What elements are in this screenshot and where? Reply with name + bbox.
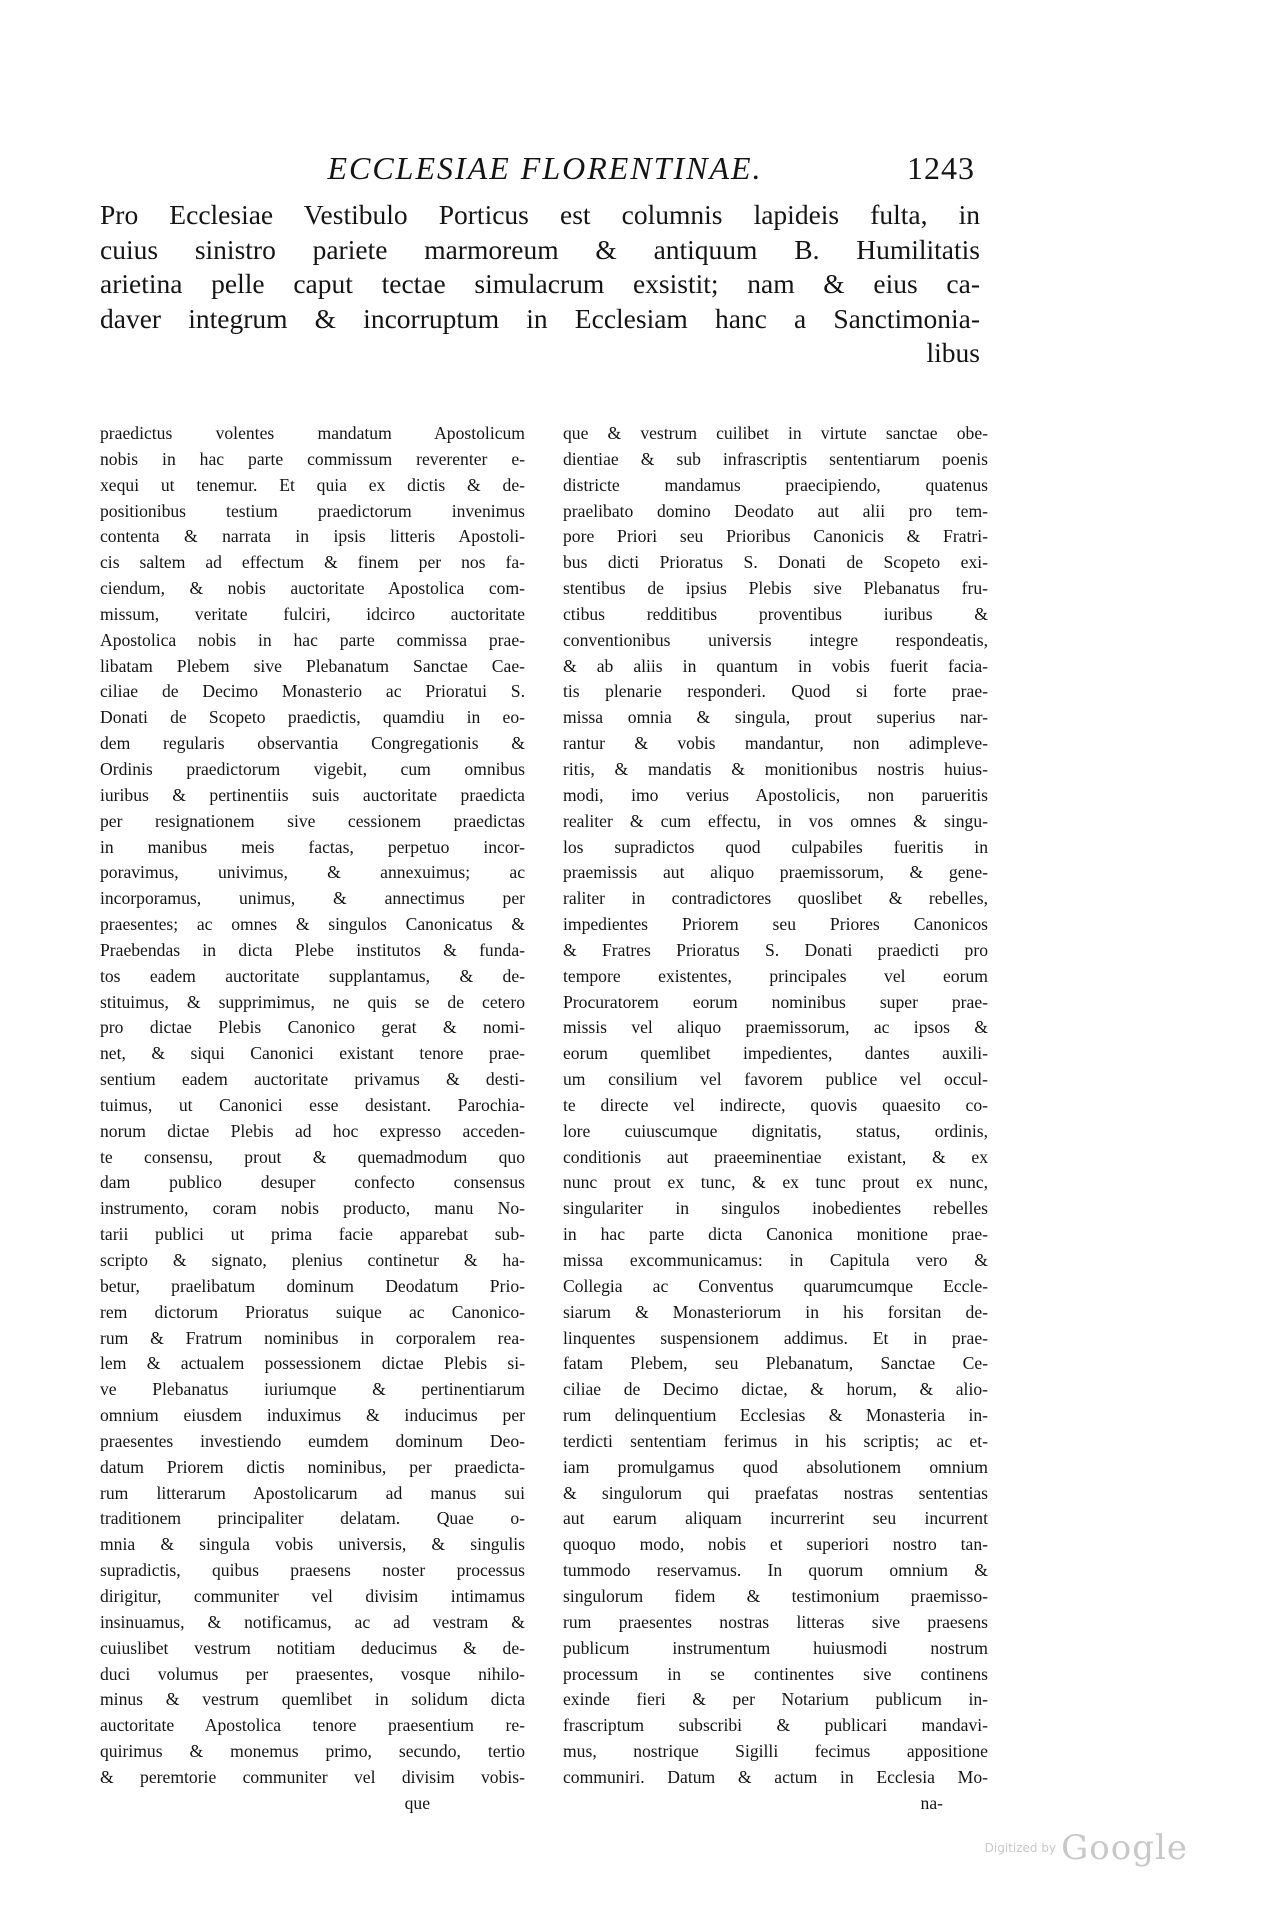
right-column-line: dientiae & sub infrascriptis sententiarum poenis — [563, 448, 988, 469]
intro-line: Pro Ecclesiae Vestibulo Porticus est columnis lapideis fulta, in — [100, 199, 980, 230]
right-column-line: linquentes suspensionem addimus. Et in prae- — [563, 1327, 988, 1348]
right-column-line: stentibus de ipsius Plebis sive Plebanatus fru- — [563, 578, 988, 599]
left-column-line: traditionem principaliter delatam. Quae o- — [100, 1508, 525, 1529]
left-column — [100, 421, 525, 1817]
right-column-line: conventionibus universis integre respondeatis, — [563, 629, 988, 650]
right-column-line: bus dicti Prioratus S. Donati de Scopeto exi- — [563, 552, 988, 573]
left-column-line: tuimus, ut Canonici esse desistant. Parochia- — [100, 1094, 525, 1115]
left-column-line: dem regularis observantia Congregationis & — [100, 733, 525, 754]
left-column-line: poravimus, univimus, & annexuimus; ac — [100, 862, 525, 883]
right-column-line: eorum quemlibet impedientes, dantes auxili- — [563, 1043, 988, 1064]
left-column-line: datum Priorem dictis nominibus, per praedicta- — [100, 1456, 525, 1477]
right-column-line: rantur & vobis mandantur, non adimpleve- — [563, 733, 988, 754]
left-column-line: Donati de Scopeto praedictis, quamdiu in eo- — [100, 707, 525, 728]
right-column-line: missa excommunicamus: in Capitula vero & — [563, 1250, 988, 1270]
right-column-line: mus, nostrique Sigilli fecimus appositione — [563, 1741, 988, 1762]
right-column-line: lore cuiuscumque dignitatis, status, ordinis, — [563, 1120, 988, 1141]
right-column-line: in hac parte dicta Canonica monitione prae- — [563, 1224, 988, 1245]
left-column-line: scripto & signato, plenius continetur & ha- — [100, 1250, 525, 1270]
right-column-line: los supradictos quod culpabiles fueritis in — [563, 836, 988, 857]
left-column-line: ciliae de Decimo Monasterio ac Prioratui S. — [100, 681, 525, 702]
left-column-line: minus & vestrum quemlibet in solidum dicta — [100, 1689, 525, 1710]
page-number: 1243 — [907, 150, 975, 186]
left-column-line: per resignationem sive cessionem praedictas — [100, 810, 525, 831]
left-column-line: positionibus testium praedictorum invenimus — [100, 500, 525, 521]
left-column-line: duci volumus per praesentes, vosque nihilo- — [100, 1663, 525, 1684]
right-column-line: aut earum aliquam incurrerint seu incurrent — [563, 1508, 988, 1529]
right-column-line: fatam Plebem, seu Plebanatum, Sanctae Ce- — [563, 1353, 988, 1374]
left-column-line: Praebendas in dicta Plebe institutos & funda- — [100, 939, 525, 960]
intro-line: daver integrum & incorruptum in Ecclesiam hanc a Sanctimonia- — [100, 302, 980, 334]
intro-line: arietina pelle caput tectae simulacrum exsistit; nam & eius ca- — [100, 268, 980, 299]
right-column-line: Procuratorem eorum nominibus super prae- — [563, 991, 988, 1012]
right-column-line: tempore existentes, principales vel eorum — [563, 965, 988, 986]
right-column-line: & Fratres Prioratus S. Donati praedicti pro — [563, 939, 988, 960]
left-column-line: mnia & singula vobis universis, & singulis — [100, 1534, 525, 1555]
right-column-line: iam promulgamus quod absolutionem omnium — [563, 1456, 988, 1477]
right-column-line: singulariter in singulos inobedientes rebelles — [563, 1198, 988, 1219]
right-column-line: rum praesentes nostras litteras sive praesens — [563, 1611, 988, 1632]
left-column-line: cis saltem ad effectum & finem per nos fa- — [100, 552, 525, 573]
left-column-line: auctoritate Apostolica tenore praesentium re- — [100, 1715, 525, 1736]
right-column-line: terdicti sententiam ferimus in his scriptis; ac et- — [563, 1430, 988, 1451]
left-column-line: & peremtorie communiter vel divisim vobis- — [100, 1766, 525, 1787]
right-column-line: impedientes Priorem seu Priores Canonicos — [563, 914, 988, 935]
right-column-line: ctibus redditibus proventibus iuribus & — [563, 603, 988, 624]
left-column-line: dirigitur, communiter vel divisim intimamus — [100, 1585, 525, 1606]
right-column-catchword: na- — [920, 1792, 943, 1813]
right-column-line: quoquo modo, nobis et superiori nostro tan- — [563, 1534, 988, 1555]
digitized-by-label: Digitized by — [984, 1841, 1057, 1855]
intro-paragraph — [100, 198, 980, 371]
left-column-line: lem & actualem possessionem dictae Plebis si- — [100, 1353, 525, 1374]
left-column-line: rum & Fratrum nominibus in corporalem rea- — [100, 1327, 525, 1348]
left-column-line: ve Plebanatus iuriumque & pertinentiarum — [100, 1379, 525, 1400]
right-column-line: missis vel aliquo praemissorum, ac ipsos & — [563, 1017, 988, 1038]
right-column-line: ciliae de Decimo dictae, & horum, & alio- — [563, 1379, 988, 1400]
left-column-line: nobis in hac parte commissum reverenter e- — [100, 448, 525, 469]
left-column-catchword: que — [404, 1792, 430, 1813]
right-column-line: & singulorum qui praefatas nostras sententias — [563, 1482, 988, 1503]
right-column-line: praemissis aut aliquo praemissorum, & gene- — [563, 862, 988, 883]
right-column-line: pore Priori seu Prioribus Canonicis & Fratri- — [563, 526, 988, 547]
left-column-line: Ordinis praedictorum vigebit, cum omnibus — [100, 758, 525, 779]
left-column-line: insinuamus, & notificamus, ac ad vestram & — [100, 1611, 525, 1632]
left-column-line: ciendum, & nobis auctoritate Apostolica com- — [100, 578, 525, 599]
left-column-line: stituimus, & supprimimus, ne quis se de cetero — [100, 991, 525, 1012]
left-column-line: cuiuslibet vestrum notitiam deducimus & de- — [100, 1637, 525, 1658]
running-header — [285, 150, 975, 190]
left-column-line: in manibus meis factas, perpetuo incor- — [100, 836, 525, 857]
right-column-line: nunc prout ex tunc, & ex tunc prout ex nunc, — [563, 1172, 988, 1193]
right-column-line: siarum & Monasteriorum in his forsitan de- — [563, 1301, 988, 1322]
left-column-line: tos eadem auctoritate supplantamus, & de- — [100, 965, 525, 986]
right-column-line: que & vestrum cuilibet in virtute sanctae obe- — [563, 423, 988, 443]
left-column-line: incorporamus, unimus, & annectimus per — [100, 888, 525, 909]
left-column-line: net, & siqui Canonici existant tenore prae- — [100, 1043, 525, 1064]
left-column-line: libatam Plebem sive Plebanatum Sanctae Cae- — [100, 655, 525, 676]
right-column-line: te directe vel indirecte, quovis quaesito co- — [563, 1094, 988, 1115]
left-column-line: praedictus volentes mandatum Apostolicum — [100, 423, 525, 443]
right-column-line: publicum instrumentum huiusmodi nostrum — [563, 1637, 988, 1658]
right-column-line: processum in se continentes sive continens — [563, 1663, 988, 1684]
left-column-line: betur, praelibatum dominum Deodatum Prio- — [100, 1275, 525, 1296]
right-column-line: praelibato domino Deodato aut alii pro tem- — [563, 500, 988, 521]
right-column-line: districte mandamus praecipiendo, quatenus — [563, 474, 988, 495]
right-column-line: ritis, & mandatis & monitionibus nostris huius- — [563, 758, 988, 779]
left-column-line: pro dictae Plebis Canonico gerat & nomi- — [100, 1017, 525, 1038]
right-column-line: um consilium vel favorem publice vel occul- — [563, 1069, 988, 1090]
digitization-watermark — [985, 1828, 1188, 1868]
left-column-line: praesentes; ac omnes & singulos Canonicatus & — [100, 914, 525, 935]
right-column-line: raliter in contradictores quoslibet & rebelles, — [563, 888, 988, 909]
right-column-line: modi, imo verius Apostolicis, non parueritis — [563, 784, 988, 805]
left-column-line: contenta & narrata in ipsis litteris Apostoli- — [100, 526, 525, 547]
left-column-line: rum litterarum Apostolicarum ad manus sui — [100, 1482, 525, 1503]
right-column-line: tummodo reservamus. In quorum omnium & — [563, 1560, 988, 1581]
left-column-line: praesentes investiendo eumdem dominum Deo- — [100, 1430, 525, 1451]
left-column-line: iuribus & pertinentiis suis auctoritate praedicta — [100, 784, 525, 805]
left-column-line: rem dictorum Prioratus suique ac Canonico- — [100, 1301, 525, 1322]
left-column-line: sentium eadem auctoritate privamus & desti- — [100, 1069, 525, 1090]
running-title: ECCLESIAE FLORENTINAE. — [327, 150, 763, 186]
left-column-line: te consensu, prout & quemadmodum quo — [100, 1146, 525, 1167]
right-column-line: tis plenarie responderi. Quod si forte prae- — [563, 681, 988, 702]
left-column-line: tarii publici ut prima facie apparebat sub- — [100, 1224, 525, 1245]
left-column-line: xequi ut tenemur. Et quia ex dictis & de- — [100, 474, 525, 495]
intro-line: cuius sinistro pariete marmoreum & antiquum B. Humilitatis — [100, 233, 980, 265]
right-column-line: missa omnia & singula, prout superius nar- — [563, 707, 988, 728]
right-column-line: Collegia ac Conventus quarumcumque Eccle- — [563, 1275, 988, 1296]
right-column-line: frascriptum subscribi & publicari mandavi- — [563, 1715, 988, 1736]
google-logo: Google — [1061, 1828, 1188, 1868]
right-column-line: realiter & cum effectu, in vos omnes & singu- — [563, 810, 988, 831]
right-column-line: singulorum fidem & testimonium praemisso- — [563, 1585, 988, 1606]
left-column-line: supradictis, quibus praesens noster processus — [100, 1560, 525, 1581]
left-column-line: dam publico desuper confecto consensus — [100, 1172, 525, 1193]
left-column-line: missum, veritate fulciri, idcirco auctoritate — [100, 603, 525, 624]
right-column-line: rum delinquentium Ecclesias & Monasteria in- — [563, 1405, 988, 1426]
right-column-line: conditionis aut praeeminentiae existant, & ex — [563, 1146, 988, 1167]
right-column — [563, 421, 988, 1817]
left-column-line: Apostolica nobis in hac parte commissa prae- — [100, 629, 525, 650]
right-column-line: & ab aliis in quantum in vobis fuerit facia- — [563, 655, 988, 676]
right-column-line: communiri. Datum & actum in Ecclesia Mo- — [563, 1766, 988, 1787]
intro-catchword: libus — [926, 337, 980, 368]
left-column-line: norum dictae Plebis ad hoc expresso acceden- — [100, 1120, 525, 1141]
left-column-line: quirimus & monemus primo, secundo, tertio — [100, 1741, 525, 1762]
left-column-line: instrumento, coram nobis producto, manu No- — [100, 1198, 525, 1219]
right-column-line: exinde fieri & per Notarium publicum in- — [563, 1689, 988, 1710]
left-column-line: omnium eiusdem induximus & inducimus per — [100, 1405, 525, 1426]
